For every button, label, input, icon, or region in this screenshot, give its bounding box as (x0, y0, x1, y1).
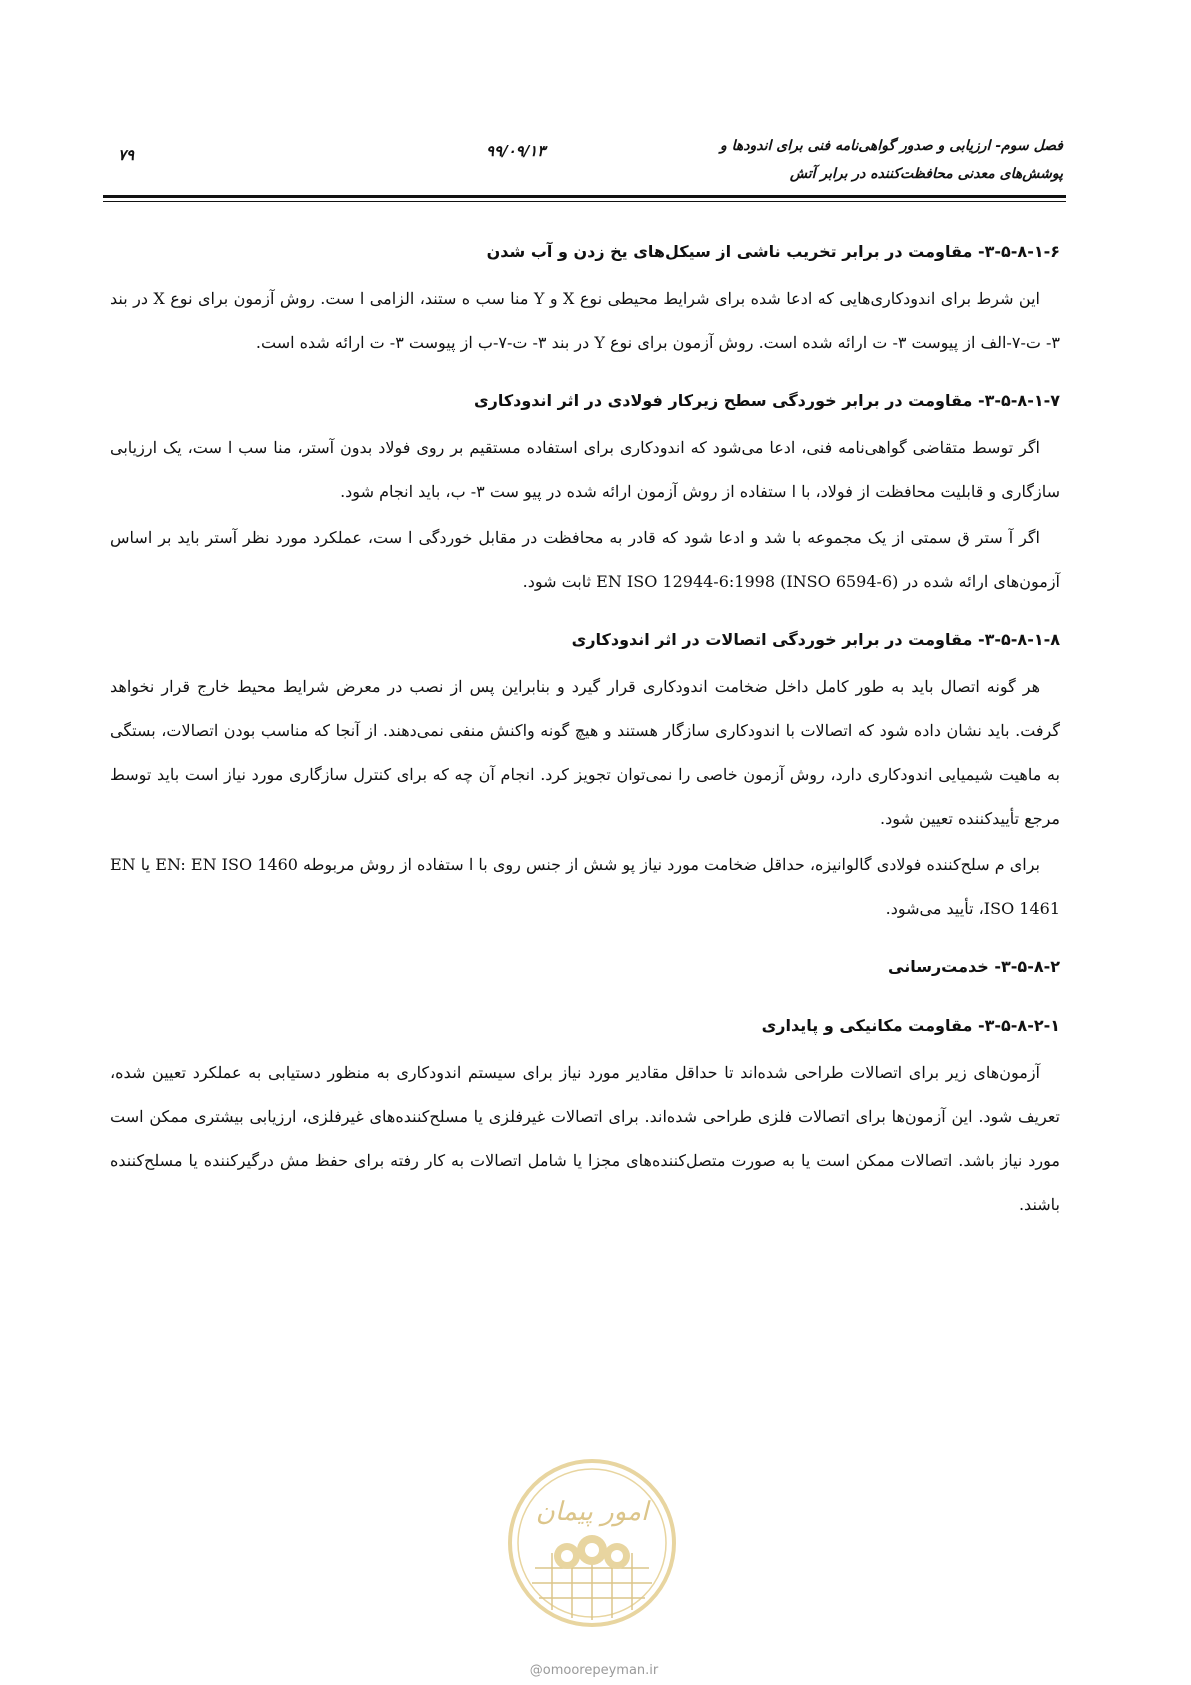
header-rule-thick (103, 195, 1066, 198)
section-gap (110, 606, 1060, 628)
header-rule-thin (103, 201, 1066, 202)
section-gap (110, 992, 1060, 1014)
section-heading: ۳-۵-۸-۱-۸- مقاومت در برابر خوردگی اتصالات در اثر اندودکاری (571, 630, 1060, 649)
chapter-title-line-2: پوشش‌های معدنی محافظت‌کننده در برابر آتش (789, 166, 1063, 182)
chapter-title (543, 132, 1063, 188)
body-paragraph: اگر آ ستر ق سمتی از یک مجموعه با شد و ادعا شود که قادر به محافظت در مقابل خوردگی ا ست، عملکرد مورد نظر آستر باید بر اساس آزمون‌های ارائه شده در (INSO 6594-6) EN ISO 12944-6:1998 ثابت شود. (110, 528, 1060, 591)
section-gap (110, 367, 1060, 389)
document-date: ۹۹/۰۹/۱۳ (486, 142, 546, 160)
chapter-title-line-1: فصل سوم- ارزیابی و صدور گواهی‌نامه فنی برای اندودها و (720, 138, 1063, 154)
body-paragraph: آزمون‌های زیر برای اتصالات طراحی شده‌اند تا حداقل مقادیر مورد نیاز برای سیستم اندودکاری به منظور دستیابی به عملکرد تعیین شده، تعریف شود. این آزمون‌ها برای اتصالات فلزی طراحی شده‌اند. برای اتصالات غیرفلزی یا مسلح‌کننده‌های غیرفلزی، ارزیابی بیشتری ممکن است مورد نیاز باشد. اتصالات ممکن است یا به صورت متصل‌کننده‌های مجزا یا شامل اتصالات به کار رفته برای حفظ مش درگیرکننده یا مسلح‌کننده باشند. (110, 1063, 1060, 1214)
section-heading: ۳-۵-۸-۱-۷- مقاومت در برابر خوردگی سطح زیرکار فولادی در اثر اندودکاری (473, 391, 1060, 410)
document-body (110, 240, 1060, 1229)
page-number: ۷۹ (118, 146, 135, 164)
body-paragraph: اگر توسط متقاضی گواهی‌نامه فنی، ادعا می‌شود که اندودکاری برای استفاده مستقیم بر روی فولاد بدون آستر، منا سب ا ست، یک ارزیابی سازگاری و قابلیت محافظت از فولاد، با ا ستفاده از روش آزمون ارائه شده در پیو ست ۳- ب، باید انجام شود. (110, 438, 1060, 501)
section-gap (110, 933, 1060, 955)
body-paragraph: برای م سلح‌کننده فولادی گالوانیزه، حداقل ضخامت مورد نیاز پو شش از جنس روی با ا ستفاده از روش مربوطه EN: EN ISO 1460 یا EN ISO 1461، تأیید می‌شود. (110, 855, 1060, 918)
body-paragraph: هر گونه اتصال باید به طور کامل داخل ضخامت اندودکاری قرار گیرد و بنابراین پس از نصب در معرض شرایط محیط خارج قرار نخواهد گرفت. باید نشان داده شود که اتصالات با اندودکاری سازگار هستند و هیچ گونه واکنش منفی نمی‌دهند. از آنجا که مناسب بودن اتصالات، بستگی به ماهیت شیمیایی اندودکاری دارد، روش آزمون خاصی را نمی‌توان تجویز کرد. انجام آن چه که برای کنترل سازگاری مورد نیاز است باید توسط مرجع تأییدکننده تعیین شود. (110, 677, 1060, 828)
stamp-logo (507, 1458, 677, 1628)
section-heading: ۳-۵-۸-۱-۶- مقاومت در برابر تخریب ناشی از سیکل‌های یخ زدن و آب شدن (486, 242, 1060, 261)
section-heading: ۳-۵-۸-۲-۱- مقاومت مکانیکی و پایداری (761, 1016, 1060, 1035)
watermark-handle: @omoorepeyman.ir (529, 1663, 659, 1678)
section-heading: ۳-۵-۸-۲- خدمت‌رسانی (888, 957, 1060, 976)
body-paragraph: این شرط برای اندودکاری‌هایی که ادعا شده برای شرایط محیطی نوع X و Y منا سب ه ستند، الزامی ا ست. روش آزمون برای نوع X در بند ۳- ت-۷-الف از پیوست ۳- ت ارائه شده است. روش آزمون برای نوع Y در بند ۳- ت-۷-ب از پیوست ۳- ت ارائه شده است. (110, 289, 1060, 352)
stamp-text: امور پیمان (535, 1497, 649, 1527)
